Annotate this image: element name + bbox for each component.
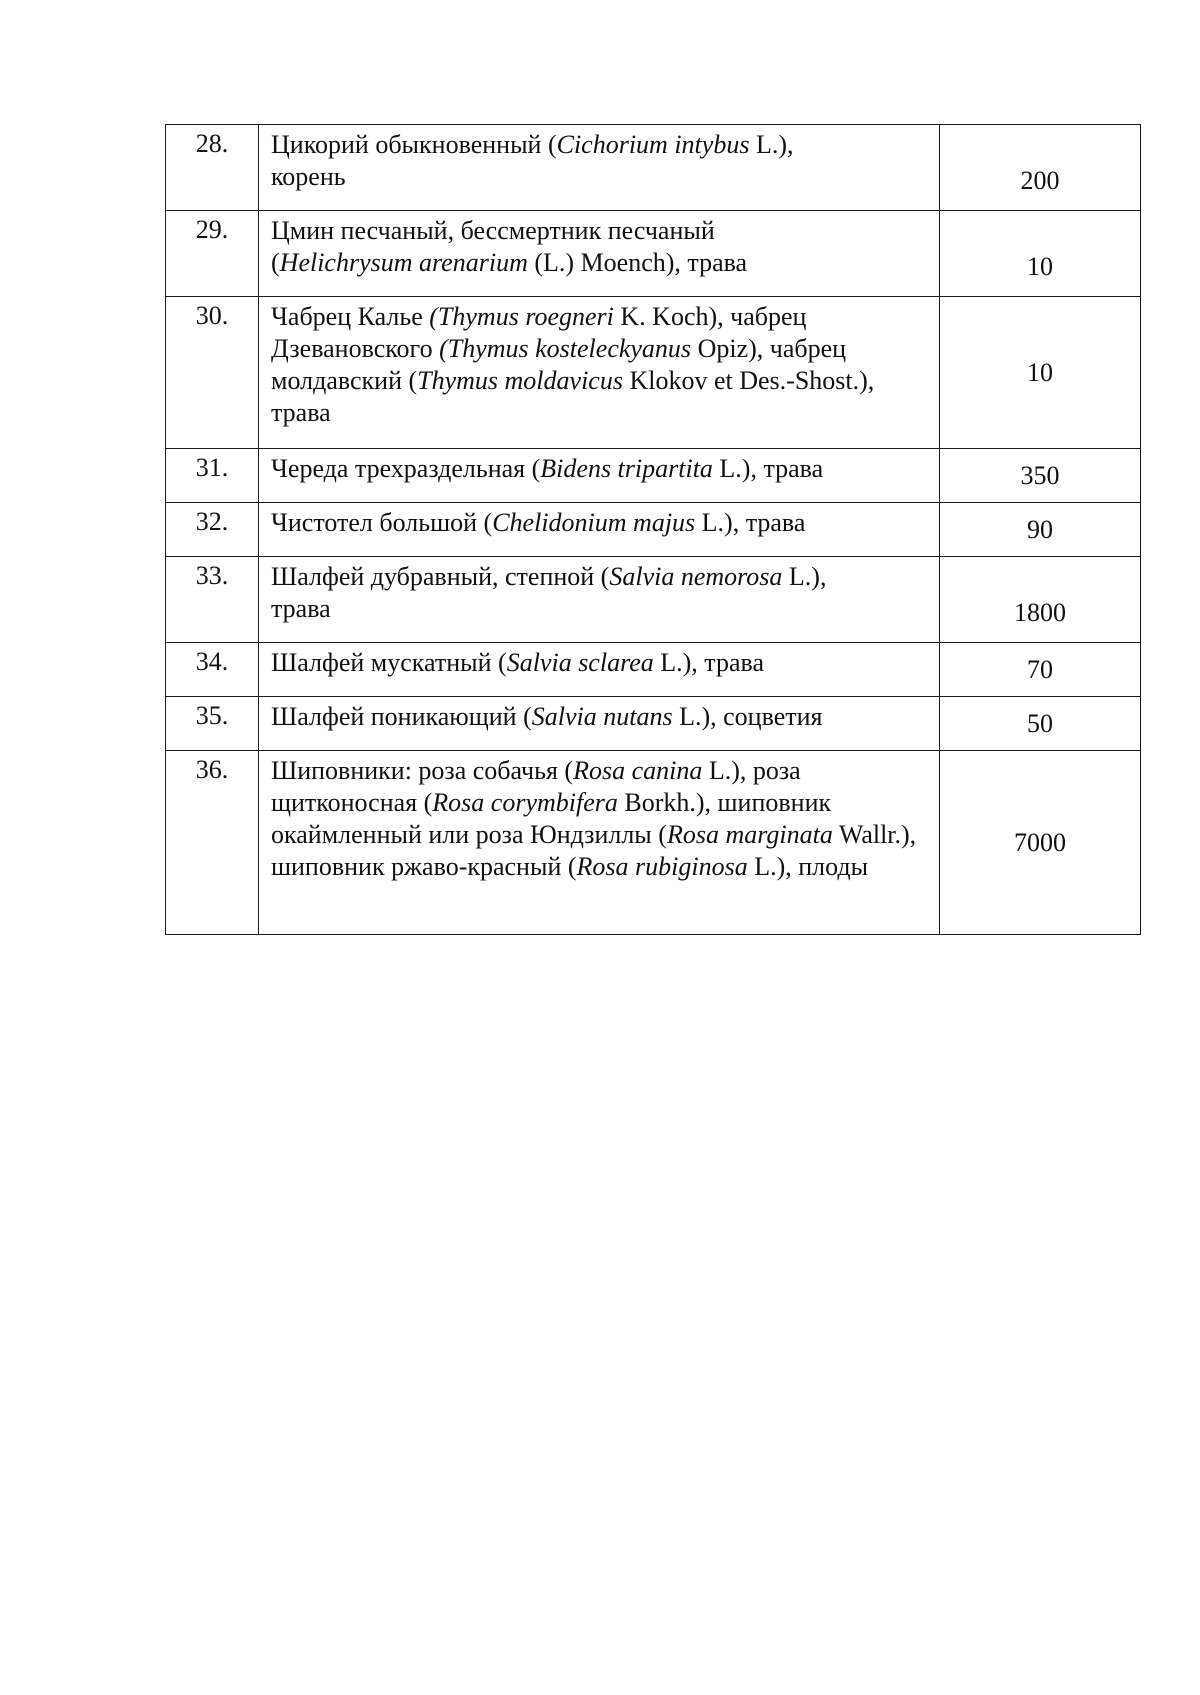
plant-name: Шалфей поникающий (Salvia nutans L.), соцветия	[259, 697, 940, 751]
latin-name: Rosa corymbifera	[432, 788, 618, 817]
quantity: 70	[940, 643, 1141, 697]
latin-name: Cichorium intybus	[556, 130, 750, 159]
table-row	[166, 503, 1141, 557]
table-row	[166, 211, 1141, 297]
quantity: 50	[940, 697, 1141, 751]
row-number: 33.	[166, 557, 259, 643]
plant-name: Цмин песчаный, бессмертник песчаный (Helichrysum arenarium (L.) Moench), трава	[259, 211, 940, 297]
latin-name: Thymus moldavicus	[417, 366, 623, 395]
latin-name: (Thymus kosteleckyanus	[439, 334, 692, 363]
plant-name: Шиповники: роза собачья (Rosa canina L.), роза щитконосная (Rosa corymbifera Borkh.), шиповник окаймленный или роза Юндзиллы (Rosa marginata Wallr.), шиповник ржаво-красный (Rosa rubiginosa L.), плоды	[259, 751, 940, 935]
latin-name: Salvia nutans	[531, 702, 673, 731]
latin-name: Helichrysum arenarium	[279, 248, 528, 277]
table-row	[166, 297, 1141, 449]
latin-name: Chelidonium majus	[492, 508, 696, 537]
plants-table	[165, 124, 1141, 935]
quantity: 10	[940, 211, 1141, 297]
plant-name: Шалфей дубравный, степной (Salvia nemorosa L.), трава	[259, 557, 940, 643]
plant-name: Шалфей мускатный (Salvia sclarea L.), трава	[259, 643, 940, 697]
row-number: 32.	[166, 503, 259, 557]
row-number: 35.	[166, 697, 259, 751]
latin-name: Salvia sclarea	[506, 648, 654, 677]
row-number: 29.	[166, 211, 259, 297]
row-number: 31.	[166, 449, 259, 503]
table-row	[166, 751, 1141, 935]
latin-name: Rosa marginata	[666, 820, 833, 849]
table-row	[166, 643, 1141, 697]
plant-name: Цикорий обыкновенный (Cichorium intybus L.), корень	[259, 125, 940, 211]
row-number: 28.	[166, 125, 259, 211]
table-row	[166, 449, 1141, 503]
table-row	[166, 557, 1141, 643]
row-number: 36.	[166, 751, 259, 935]
latin-name: Rosa rubiginosa	[576, 852, 748, 881]
latin-name: Salvia nemorosa	[609, 562, 783, 591]
quantity: 90	[940, 503, 1141, 557]
table-row	[166, 125, 1141, 211]
plant-name: Чистотел большой (Chelidonium majus L.), трава	[259, 503, 940, 557]
plant-name: Череда трехраздельная (Bidens tripartita L.), трава	[259, 449, 940, 503]
quantity: 350	[940, 449, 1141, 503]
row-number: 30.	[166, 297, 259, 449]
quantity: 10	[940, 297, 1141, 449]
quantity: 200	[940, 125, 1141, 211]
latin-name: Bidens tripartita	[540, 454, 713, 483]
latin-name: (Thymus roegneri	[429, 302, 614, 331]
row-number: 34.	[166, 643, 259, 697]
table-row	[166, 697, 1141, 751]
plant-name: Чабрец Калье (Thymus roegneri K. Koch), чабрец Дзевановского (Thymus kosteleckyanus Opiz), чабрец молдавский (Thymus moldavicus Klokov et Des.-Shost.), трава	[259, 297, 940, 449]
latin-name: Rosa canina	[573, 756, 703, 785]
quantity: 7000	[940, 751, 1141, 935]
quantity: 1800	[940, 557, 1141, 643]
